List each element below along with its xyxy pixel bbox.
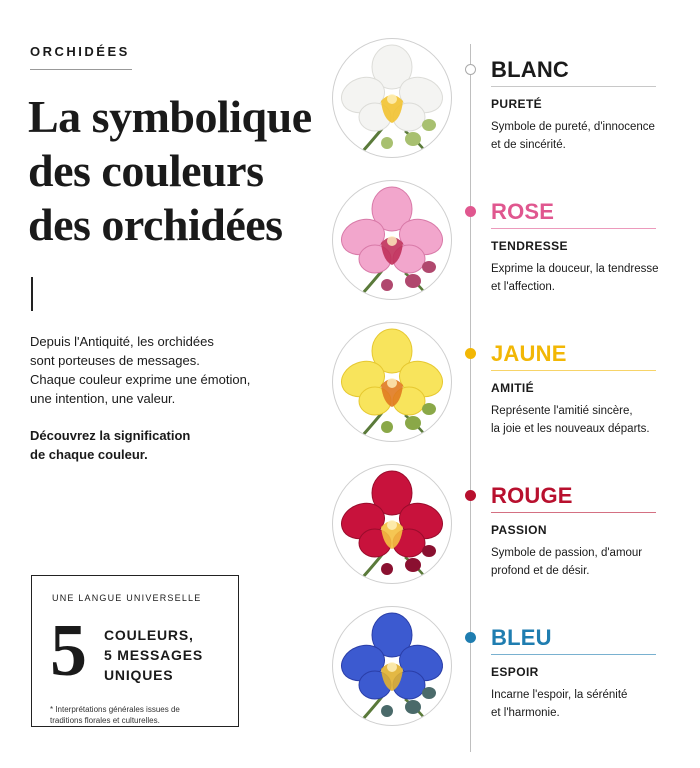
color-description: [491, 402, 671, 438]
color-description: [491, 260, 671, 296]
color-name: ROSE: [491, 199, 555, 224]
color-description: [491, 118, 671, 154]
orchid-image: [332, 322, 452, 442]
box-text: [104, 625, 203, 685]
timeline-dot: [465, 632, 476, 643]
intro-line: sont porteuses de messages.: [30, 353, 200, 368]
intro-line: Depuis l'Antiquité, les orchidées: [30, 334, 214, 349]
cta-text: [30, 426, 290, 464]
orchid-image: [332, 464, 452, 584]
timeline-dot: [465, 490, 476, 501]
box-eyebrow: UNE LANGUE UNIVERSELLE: [52, 593, 202, 603]
box-note-line: traditions florales et culturelles.: [50, 716, 160, 725]
vertical-accent-bar: [31, 277, 33, 311]
color-rule: [491, 370, 656, 371]
color-description: [491, 544, 671, 580]
color-keyword: TENDRESSE: [491, 239, 568, 253]
timeline-dot: [465, 348, 476, 359]
eyebrow-rule: [30, 69, 132, 70]
eyebrow-label: ORCHIDÉES: [30, 44, 130, 59]
orchid-image: [332, 606, 452, 726]
box-footnote: [50, 704, 230, 726]
color-description: [491, 686, 671, 722]
title-line: des orchidées: [28, 199, 283, 250]
intro-paragraph: [30, 332, 290, 408]
color-name: BLANC: [491, 57, 569, 82]
description-line: Incarne l'espoir, la sérénité: [491, 689, 628, 701]
color-keyword: AMITIÉ: [491, 381, 535, 395]
description-line: Symbole de pureté, d'innocence: [491, 121, 655, 133]
color-keyword: ESPOIR: [491, 665, 539, 679]
box-number: 5: [50, 610, 87, 692]
description-line: et l'harmonie.: [491, 707, 560, 719]
box-text-line: COULEURS,: [104, 627, 194, 643]
box-text-line: UNIQUES: [104, 667, 174, 683]
description-line: et de sincérité.: [491, 139, 566, 151]
intro-line: une intention, une valeur.: [30, 391, 176, 406]
description-line: Représente l'amitié sincère,: [491, 405, 633, 417]
box-note-line: * Interprétations générales issues de: [50, 705, 180, 714]
color-keyword: PASSION: [491, 523, 547, 537]
color-rule: [491, 228, 656, 229]
cta-line: de chaque couleur.: [30, 447, 148, 462]
page-title: [28, 90, 328, 252]
color-keyword: PURETÉ: [491, 97, 543, 111]
timeline-line: [470, 44, 471, 752]
color-rule: [491, 654, 656, 655]
description-line: la joie et les nouveaux départs.: [491, 423, 650, 435]
color-name: JAUNE: [491, 341, 567, 366]
intro-line: Chaque couleur exprime une émotion,: [30, 372, 251, 387]
color-name: BLEU: [491, 625, 552, 650]
description-line: Exprime la douceur, la tendresse: [491, 263, 659, 275]
cta-line: Découvrez la signification: [30, 428, 191, 443]
color-rule: [491, 512, 656, 513]
description-line: Symbole de passion, d'amour: [491, 547, 643, 559]
title-line: La symbolique: [28, 91, 312, 142]
timeline-dot: [465, 206, 476, 217]
summary-box: [31, 575, 239, 727]
orchid-image: [332, 38, 452, 158]
orchid-image: [332, 180, 452, 300]
title-line: des couleurs: [28, 145, 264, 196]
description-line: et l'affection.: [491, 281, 555, 293]
timeline-dot: [465, 64, 476, 75]
color-name: ROUGE: [491, 483, 573, 508]
box-text-line: 5 MESSAGES: [104, 647, 204, 663]
description-line: profond et de désir.: [491, 565, 590, 577]
color-rule: [491, 86, 656, 87]
